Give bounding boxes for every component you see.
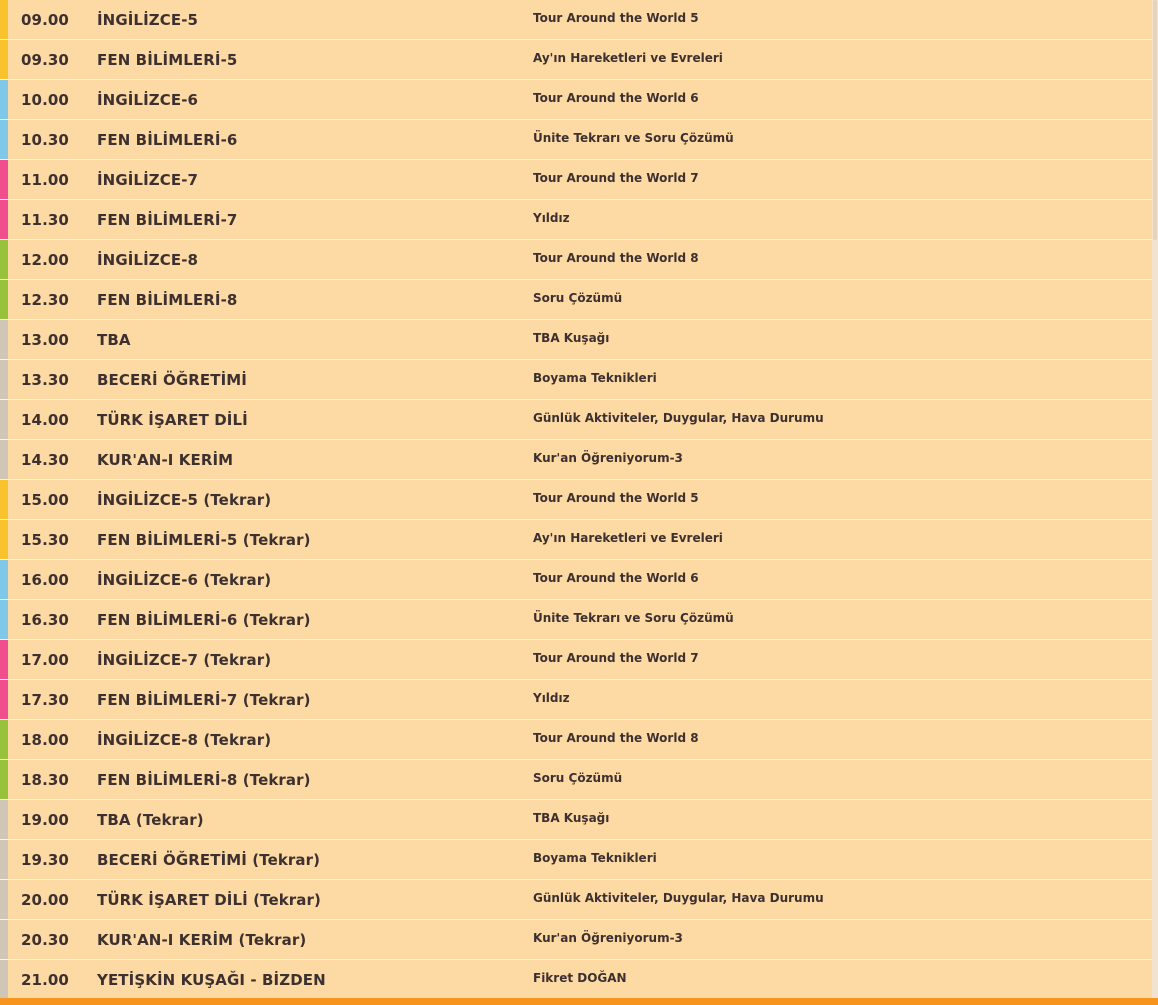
category-color-marker	[0, 360, 8, 399]
category-color-marker	[0, 0, 8, 39]
category-color-marker	[0, 200, 8, 239]
schedule-time: 14.00	[21, 410, 69, 429]
schedule-row[interactable]	[0, 480, 1152, 520]
course-title: İNGİLİZCE-8 (Tekrar)	[97, 730, 272, 749]
schedule-row[interactable]	[0, 800, 1152, 840]
schedule-time: 18.30	[21, 770, 69, 789]
lesson-topic: Soru Çözümü	[533, 771, 623, 785]
course-title: BECERİ ÖĞRETİMİ	[97, 370, 247, 389]
course-title: İNGİLİZCE-6	[97, 90, 199, 109]
course-title: KUR'AN-I KERİM	[97, 450, 234, 469]
category-color-marker	[0, 440, 8, 479]
schedule-row[interactable]	[0, 520, 1152, 560]
schedule-time: 10.00	[21, 90, 69, 109]
course-title: FEN BİLİMLERİ-7	[97, 210, 238, 229]
course-title: İNGİLİZCE-6 (Tekrar)	[97, 570, 272, 589]
schedule-row[interactable]	[0, 240, 1152, 280]
schedule-time: 16.00	[21, 570, 69, 589]
schedule-time: 15.00	[21, 490, 69, 509]
lesson-topic: Günlük Aktiviteler, Duygular, Hava Durumu	[533, 891, 824, 905]
schedule-time: 10.30	[21, 130, 69, 149]
schedule-row[interactable]	[0, 200, 1152, 240]
schedule-time: 14.30	[21, 450, 69, 469]
schedule-time: 20.30	[21, 930, 69, 949]
course-title: FEN BİLİMLERİ-5	[97, 50, 238, 69]
category-color-marker	[0, 40, 8, 79]
schedule-row[interactable]	[0, 40, 1152, 80]
category-color-marker	[0, 280, 8, 319]
schedule-time: 13.30	[21, 370, 69, 389]
lesson-topic: Ünite Tekrarı ve Soru Çözümü	[533, 611, 734, 625]
lesson-topic: Tour Around the World 8	[533, 251, 699, 265]
schedule-time: 21.00	[21, 970, 69, 989]
lesson-topic: Kur'an Öğreniyorum-3	[533, 931, 683, 945]
lesson-topic: TBA Kuşağı	[533, 331, 610, 345]
lesson-topic: Soru Çözümü	[533, 291, 623, 305]
course-title: FEN BİLİMLERİ-8 (Tekrar)	[97, 770, 311, 789]
category-color-marker	[0, 840, 8, 879]
schedule-row[interactable]	[0, 640, 1152, 680]
category-color-marker	[0, 520, 8, 559]
schedule-row[interactable]	[0, 120, 1152, 160]
course-title: YETİŞKİN KUŞAĞI - BİZDEN	[97, 970, 326, 989]
course-title: İNGİLİZCE-8	[97, 250, 199, 269]
course-title: İNGİLİZCE-5 (Tekrar)	[97, 490, 272, 509]
course-title: TÜRK İŞARET DİLİ (Tekrar)	[97, 890, 321, 909]
lesson-topic: Yıldız	[533, 691, 570, 705]
course-title: FEN BİLİMLERİ-6	[97, 130, 238, 149]
lesson-topic: Boyama Teknikleri	[533, 851, 657, 865]
category-color-marker	[0, 320, 8, 359]
schedule-row[interactable]	[0, 280, 1152, 320]
schedule-time: 13.00	[21, 330, 69, 349]
schedule-time: 15.30	[21, 530, 69, 549]
schedule-time: 18.00	[21, 730, 69, 749]
schedule-row[interactable]	[0, 600, 1152, 640]
schedule-row[interactable]	[0, 840, 1152, 880]
bottom-accent-bar	[0, 998, 1158, 1005]
course-title: FEN BİLİMLERİ-8	[97, 290, 238, 309]
category-color-marker	[0, 120, 8, 159]
vertical-scrollbar[interactable]	[1152, 0, 1158, 998]
schedule-row[interactable]	[0, 360, 1152, 400]
category-color-marker	[0, 160, 8, 199]
schedule-row[interactable]	[0, 680, 1152, 720]
scrollbar-thumb[interactable]	[1153, 0, 1157, 240]
schedule-row[interactable]	[0, 880, 1152, 920]
schedule-row[interactable]	[0, 400, 1152, 440]
schedule-time: 11.30	[21, 210, 69, 229]
course-title: İNGİLİZCE-5	[97, 10, 199, 29]
lesson-topic: Tour Around the World 5	[533, 491, 699, 505]
course-title: KUR'AN-I KERİM (Tekrar)	[97, 930, 307, 949]
schedule-time: 12.30	[21, 290, 69, 309]
lesson-topic: Ay'ın Hareketleri ve Evreleri	[533, 51, 723, 65]
schedule-time: 17.30	[21, 690, 69, 709]
lesson-topic: Tour Around the World 5	[533, 11, 699, 25]
course-title: FEN BİLİMLERİ-5 (Tekrar)	[97, 530, 311, 549]
lesson-topic: Fikret DOĞAN	[533, 971, 627, 985]
category-color-marker	[0, 760, 8, 799]
course-title: FEN BİLİMLERİ-6 (Tekrar)	[97, 610, 311, 629]
schedule-time: 09.00	[21, 10, 69, 29]
category-color-marker	[0, 640, 8, 679]
course-title: FEN BİLİMLERİ-7 (Tekrar)	[97, 690, 311, 709]
schedule-time: 19.00	[21, 810, 69, 829]
category-color-marker	[0, 240, 8, 279]
category-color-marker	[0, 80, 8, 119]
course-title: İNGİLİZCE-7 (Tekrar)	[97, 650, 272, 669]
category-color-marker	[0, 720, 8, 759]
lesson-topic: Yıldız	[533, 211, 570, 225]
category-color-marker	[0, 600, 8, 639]
lesson-topic: Tour Around the World 6	[533, 91, 699, 105]
schedule-time: 09.30	[21, 50, 69, 69]
schedule-time: 19.30	[21, 850, 69, 869]
schedule-row[interactable]	[0, 440, 1152, 480]
lesson-topic: TBA Kuşağı	[533, 811, 610, 825]
course-title: TBA	[97, 330, 131, 349]
schedule-row[interactable]	[0, 320, 1152, 360]
schedule-time: 17.00	[21, 650, 69, 669]
lesson-topic: Tour Around the World 7	[533, 171, 699, 185]
lesson-topic: Boyama Teknikleri	[533, 371, 657, 385]
course-title: İNGİLİZCE-7	[97, 170, 199, 189]
schedule-time: 12.00	[21, 250, 69, 269]
course-title: TBA (Tekrar)	[97, 810, 204, 829]
lesson-topic: Tour Around the World 8	[533, 731, 699, 745]
category-color-marker	[0, 960, 8, 998]
schedule-row[interactable]	[0, 560, 1152, 600]
schedule-row[interactable]	[0, 920, 1152, 960]
category-color-marker	[0, 680, 8, 719]
category-color-marker	[0, 560, 8, 599]
category-color-marker	[0, 880, 8, 919]
course-title: TÜRK İŞARET DİLİ	[97, 410, 248, 429]
category-color-marker	[0, 480, 8, 519]
category-color-marker	[0, 920, 8, 959]
schedule-time: 16.30	[21, 610, 69, 629]
category-color-marker	[0, 800, 8, 839]
schedule-time: 11.00	[21, 170, 69, 189]
lesson-topic: Tour Around the World 7	[533, 651, 699, 665]
course-title: BECERİ ÖĞRETİMİ (Tekrar)	[97, 850, 321, 869]
schedule-row[interactable]	[0, 760, 1152, 800]
schedule-row[interactable]	[0, 720, 1152, 760]
lesson-topic: Günlük Aktiviteler, Duygular, Hava Durumu	[533, 411, 824, 425]
lesson-topic: Ünite Tekrarı ve Soru Çözümü	[533, 131, 734, 145]
schedule-row[interactable]	[0, 960, 1152, 998]
lesson-topic: Kur'an Öğreniyorum-3	[533, 451, 683, 465]
schedule-row[interactable]	[0, 80, 1152, 120]
lesson-topic: Tour Around the World 6	[533, 571, 699, 585]
lesson-topic: Ay'ın Hareketleri ve Evreleri	[533, 531, 723, 545]
category-color-marker	[0, 400, 8, 439]
schedule-row[interactable]	[0, 0, 1152, 40]
schedule-time: 20.00	[21, 890, 69, 909]
schedule-row[interactable]	[0, 160, 1152, 200]
